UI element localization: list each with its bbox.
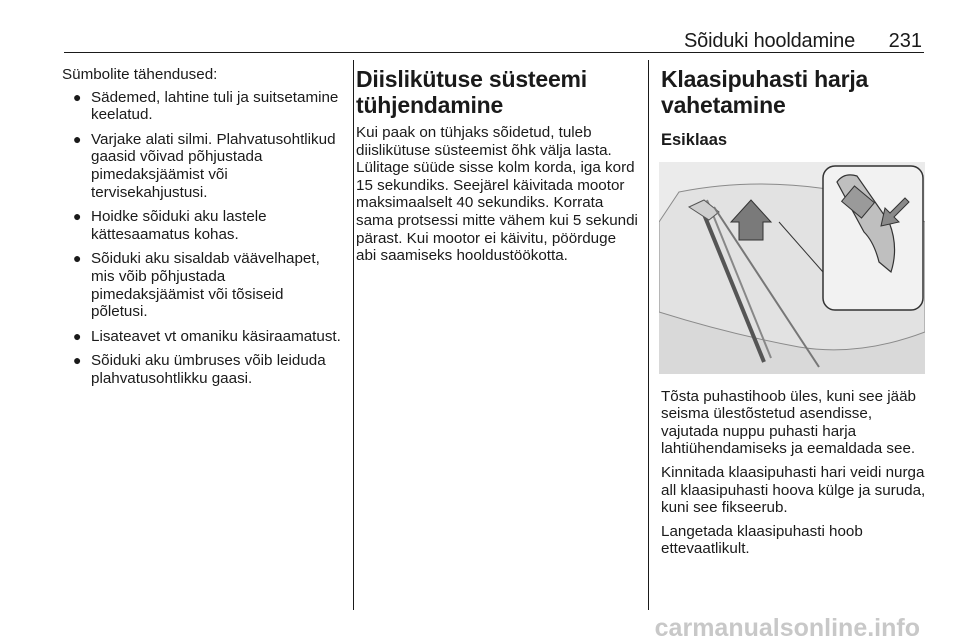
bullet-dot-icon: ● — [73, 130, 82, 147]
list-item — [62, 250, 342, 320]
list-item-text: Varjake alati silmi. Plahvatusohtlikud gaasid võivad põhjustada pimedaksjäämist või tervisekahjustusi. — [91, 130, 336, 201]
list-item — [62, 89, 342, 124]
page-number: 231 — [888, 30, 922, 52]
list-item-text: Sõiduki aku sisaldab väävelhapet, mis võib põhjustada pimedaksjäämist või tõsiseid põletusi. — [91, 250, 320, 321]
bullet-dot-icon: ● — [73, 352, 82, 369]
wiper-illustration — [659, 162, 925, 374]
bullet-dot-icon: ● — [73, 208, 82, 225]
bullet-dot-icon: ● — [73, 88, 82, 105]
list-item — [62, 131, 342, 201]
diesel-paragraph: Kui paak on tühjaks sõidetud, tuleb diislikütuse süsteemist õhk välja lasta. Lülitage süüde sisse kolm korda, iga kord 15 sekundiks. Seejärel käivitada mootor maksimaalselt 40 sekundiks. Korrata sama protsessi mitte vähem kui 5 sekundi pärast. Kui mootor ei käivitu, pöörduge abi saamiseks hooldustöökotta. — [356, 124, 638, 265]
wiper-step-2: Kinnitada klaasipuhasti hari veidi nurga all klaasipuhasti hoova külge ja suruda, kuni see fikseerub. — [661, 463, 926, 517]
page-header — [0, 30, 960, 52]
windshield-subheading: Esiklaas — [661, 131, 728, 149]
list-item-text: Sõiduki aku ümbruses võib leiduda plahvatusohtlikku gaasi. — [91, 352, 326, 387]
list-item-text: Sädemed, lahtine tuli ja suitsetamine keelatud. — [91, 88, 339, 124]
wiper-step-1: Tõsta puhastihoob üles, kuni see jääb seisma ülestõstetud asendisse, vajutada nuppu puhasti harja lahtiühendamiseks ja eemaldada see. — [661, 387, 916, 458]
column-divider-1 — [353, 60, 354, 610]
symbols-list — [62, 89, 342, 388]
column-3 — [661, 66, 931, 564]
symbols-intro: Sümbolite tähendused: — [62, 66, 218, 83]
column-2 — [356, 66, 638, 271]
list-item — [62, 328, 342, 346]
section-title: Sõiduki hooldamine — [684, 30, 855, 52]
wiper-heading: Klaasipuhasti harja vahetamine — [661, 66, 869, 118]
list-item — [62, 208, 342, 243]
watermark: carmanualsonline.info — [654, 614, 920, 642]
column-1 — [62, 66, 342, 395]
wiper-step-3: Langetada klaasipuhasti hoob ettevaatlikult. — [661, 522, 863, 558]
column-divider-2 — [648, 60, 649, 610]
list-item — [62, 352, 342, 387]
bullet-dot-icon: ● — [73, 327, 82, 344]
bullet-dot-icon: ● — [73, 250, 82, 267]
list-item-text: Hoidke sõiduki aku lastele kättesaamatus kohas. — [91, 208, 267, 243]
list-item-text: Lisateavet vt omaniku käsiraamatust. — [91, 327, 341, 345]
diesel-heading: Diislikütuse süsteemi tühjendamine — [356, 66, 587, 118]
header-rule — [64, 52, 924, 53]
wiper-diagram — [659, 162, 925, 374]
